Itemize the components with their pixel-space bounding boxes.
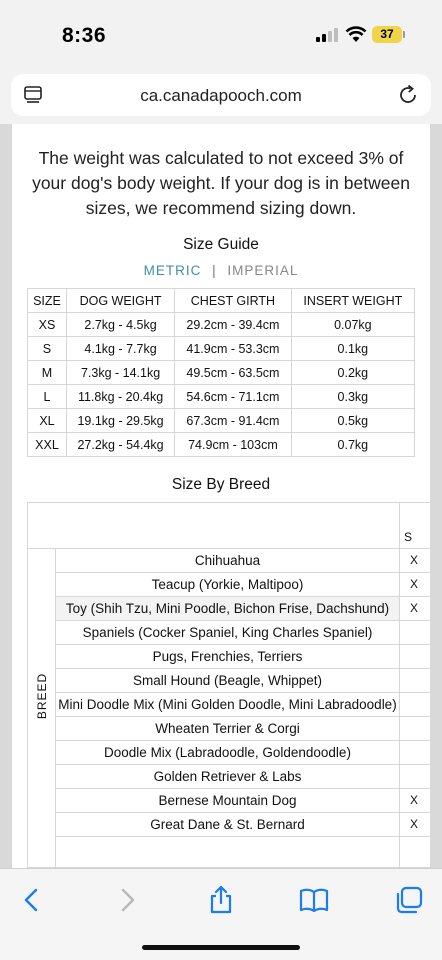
size-cell: XL [28, 409, 67, 433]
status-time: 8:36 [62, 24, 107, 47]
clipped-size-column [400, 549, 431, 837]
column-header: CHEST GIRTH [175, 289, 291, 313]
tabs-icon[interactable] [394, 885, 424, 915]
table-row [28, 409, 415, 433]
breed-row: Spaniels (Cocker Spaniel, King Charles Spaniel) [56, 621, 399, 645]
clipped-size-cell: X [400, 549, 431, 573]
size-guide-table [27, 288, 415, 457]
girth-cell: 74.9cm - 103cm [175, 433, 291, 457]
table-row [28, 313, 415, 337]
breed-row: Teacup (Yorkie, Maltipoo) [56, 573, 399, 597]
breed-list [56, 549, 399, 837]
girth-cell: 67.3cm - 91.4cm [175, 409, 291, 433]
unit-metric-tab[interactable]: METRIC [143, 263, 202, 278]
breed-row: Chihuahua [56, 549, 399, 573]
girth-cell: 29.2cm - 39.4cm [175, 313, 291, 337]
size-by-breed-title: Size By Breed [171, 476, 271, 493]
address-bar-area [0, 68, 442, 124]
clipped-size-cell [400, 693, 431, 717]
weight-note: The weight was calculated to not exceed 3% of your dog's body weight. If your dog is in between sizes, we recommend sizing down. [32, 148, 410, 218]
home-indicator[interactable] [142, 945, 300, 950]
size-cell: M [28, 361, 67, 385]
breed-row: Mini Doodle Mix (Mini Golden Doodle, Mini Labradoodle) [56, 693, 399, 717]
wifi-icon [345, 25, 367, 43]
battery-icon: 37 [372, 26, 402, 43]
weight-cell: 7.3kg - 14.1kg [66, 361, 174, 385]
breed-row: Great Dane & St. Bernard [56, 813, 399, 837]
insert-weight-cell: 0.7kg [291, 433, 414, 457]
weight-cell: 27.2kg - 54.4kg [66, 433, 174, 457]
girth-cell: 41.9cm - 53.3cm [175, 337, 291, 361]
unit-toggle [12, 263, 430, 278]
unit-imperial-tab[interactable]: IMPERIAL [227, 263, 299, 278]
table-header-row [28, 289, 415, 313]
insert-weight-cell: 0.5kg [291, 409, 414, 433]
table-row [28, 337, 415, 361]
clipped-size-cell: X [400, 573, 431, 597]
webpage-viewport[interactable] [0, 124, 442, 868]
breed-row: Toy (Shih Tzu, Mini Poodle, Bichon Frise, Dachshund) [56, 597, 399, 621]
weight-cell: 11.8kg - 20.4kg [66, 385, 174, 409]
clipped-size-cell [400, 741, 431, 765]
size-cell: S [28, 337, 67, 361]
reload-icon[interactable] [397, 84, 419, 106]
clipped-size-cell: X [400, 789, 431, 813]
status-bar [0, 0, 442, 68]
url-text[interactable]: ca.canadapooch.com [140, 86, 302, 105]
weight-cell: 2.7kg - 4.5kg [66, 313, 174, 337]
clipped-column-header: S [404, 530, 413, 544]
breed-row: Golden Retriever & Labs [56, 765, 399, 789]
column-header: INSERT WEIGHT [291, 289, 414, 313]
page-content [12, 124, 430, 868]
breed-row: Doodle Mix (Labradoodle, Goldendoodle) [56, 741, 399, 765]
battery-tip [403, 31, 405, 38]
breed-vertical-label: BREED [35, 672, 49, 720]
clipped-size-cell: X [400, 597, 431, 621]
girth-cell: 54.6cm - 71.1cm [175, 385, 291, 409]
insert-weight-cell: 0.2kg [291, 361, 414, 385]
breed-row: Small Hound (Beagle, Whippet) [56, 669, 399, 693]
breed-table-header [28, 503, 430, 549]
size-cell: L [28, 385, 67, 409]
table-row [28, 433, 415, 457]
clipped-size-cell [400, 765, 431, 789]
back-arrow-icon[interactable] [17, 885, 47, 915]
weight-cell: 4.1kg - 7.7kg [66, 337, 174, 361]
unit-separator: | [212, 263, 217, 278]
bookmarks-icon[interactable] [299, 885, 329, 915]
column-header: SIZE [28, 289, 67, 313]
breed-label-column [28, 549, 56, 868]
breed-row: Wheaten Terrier & Corgi [56, 717, 399, 741]
size-cell: XXL [28, 433, 67, 457]
table-row [28, 361, 415, 385]
breed-table[interactable] [27, 502, 430, 868]
cellular-signal-icon [316, 28, 340, 42]
clipped-size-cell [400, 621, 431, 645]
clipped-size-cell [400, 645, 431, 669]
breed-row: Bernese Mountain Dog [56, 789, 399, 813]
size-cell: XS [28, 313, 67, 337]
girth-cell: 49.5cm - 63.5cm [175, 361, 291, 385]
forward-arrow-icon[interactable] [112, 885, 142, 915]
weight-cell: 19.1kg - 29.5kg [66, 409, 174, 433]
insert-weight-cell: 0.1kg [291, 337, 414, 361]
address-bar[interactable] [11, 74, 431, 116]
insert-weight-cell: 0.07kg [291, 313, 414, 337]
clipped-size-cell: X [400, 813, 431, 837]
size-guide-title: Size Guide [183, 236, 259, 253]
table-row [28, 385, 415, 409]
breed-row: Pugs, Frenchies, Terriers [56, 645, 399, 669]
share-icon[interactable] [206, 885, 236, 915]
column-header: DOG WEIGHT [66, 289, 174, 313]
insert-weight-cell: 0.3kg [291, 385, 414, 409]
clipped-size-cell [400, 669, 431, 693]
clipped-size-cell [400, 717, 431, 741]
